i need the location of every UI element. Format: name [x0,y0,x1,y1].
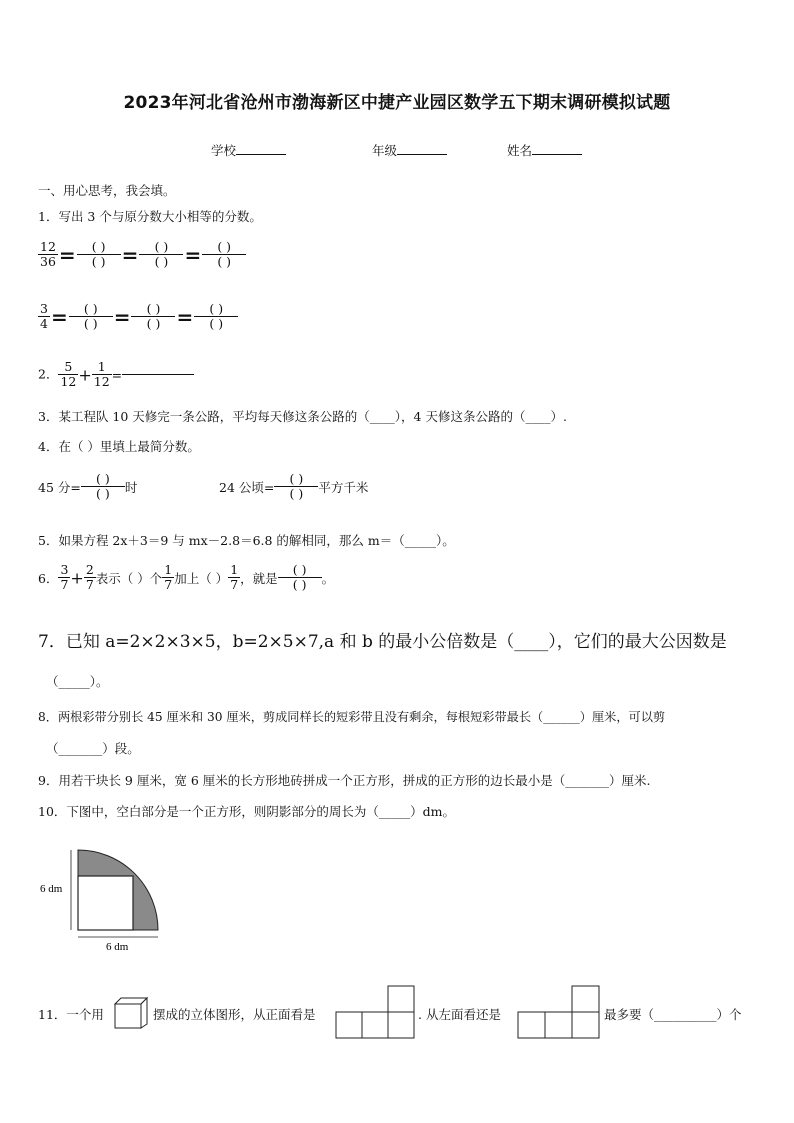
q10-figure [38,840,168,955]
question-8: 8．两根彩带分别长 45 厘米和 30 厘米，剪成同样长的短彩带且没有剩余，每根短彩带最长（______）厘米，可以剪 [38,710,666,724]
answer-fraction[interactable]: $\frac{( )}{( )}$ [77,240,121,270]
answer-fraction[interactable]: $\frac{( )}{( )}$ [274,472,318,502]
side-label: 6 dm [40,883,63,895]
question-7: 7．已知 a=2×2×3×5，b=2×5×7,a 和 b 的最小公倍数是（____），它们的最大公因数是 [38,632,727,652]
fraction: $\frac{1}{7}$ [164,562,173,593]
question-5: 5．如果方程 2x＋3＝9 与 mx－2.8＝6.8 的解相同，那么 m＝（_____）。 [38,533,455,548]
name-blank[interactable] [532,154,582,155]
question-11-text3: 最多要（__________）个 [604,1007,742,1022]
question-10: 10．下图中，空白部分是一个正方形，则阴影部分的周长为（_____）dm。 [38,804,456,819]
page-title: 2023年河北省沧州市渤海新区中捷产业园区数学五下期末调研模拟试题 [123,93,671,113]
question-11-text1: 摆成的立体图形，从正面看是 [153,1007,316,1022]
q4-right: 24 公顷= $\frac{( )}{( )}$ 平方千米 [219,471,369,502]
question-6: 6． $\frac{3}{7}$ + $\frac{2}{7}$ 表示（ ）个 $\frac{1}{7}$ 加上（ ） $\frac{1}{7}$ ，就是 $\frac{( )}{( )}$ 。 [38,562,335,593]
left-view-figure [517,984,601,1040]
question-3: 3．某工程队 10 天修完一条公路，平均每天修这条公路的（____），4 天修这条公路的（____）. [38,409,567,424]
section-heading: 一、用心思考，我会填。 [38,183,176,198]
white-square [78,876,133,930]
name-label: 姓名 [507,143,533,158]
answer-fraction[interactable]: $\frac{( )}{( )}$ [194,302,238,332]
answer-fraction[interactable]: $\frac{( )}{( )}$ [139,240,183,270]
cube-icon [113,996,151,1030]
question-4: 4．在（ ）里填上最简分数。 [38,439,200,454]
question-11-label: 11．一个用 [38,1007,104,1022]
fraction: $\frac{5}{12}$ [60,359,77,390]
fraction: $\frac{2}{7}$ [85,562,94,593]
answer-fraction[interactable]: $\frac{( )}{( )}$ [131,302,175,332]
name-field[interactable] [507,141,582,159]
q1-row-b: $\frac{3}{4}$ = $\frac{( )}{( )}$ = $\frac{( )}{( )}$ = $\frac{( )}{( )}$ [38,302,238,332]
question-9: 9．用若干块长 9 厘米，宽 6 厘米的长方形地砖拼成一个正方形，拼成的正方形的边长最小是（_______）厘米. [38,773,651,788]
q2-answer-blank[interactable] [122,374,194,375]
fraction-3-4: $\frac{3}{4}$ [40,301,48,332]
question-8-cont: （_______）段。 [46,741,140,756]
school-label: 学校 [211,143,237,158]
answer-fraction[interactable]: $\frac{( )}{( )}$ [202,240,246,270]
front-view-figure [335,984,417,1040]
fraction: $\frac{1}{7}$ [230,562,239,593]
answer-fraction[interactable]: $\frac{( )}{( )}$ [278,563,322,593]
answer-fraction[interactable]: $\frac{( )}{( )}$ [81,472,125,502]
answer-fraction[interactable]: $\frac{( )}{( )}$ [69,302,113,332]
question-2: 2． $\frac{5}{12}$ + $\frac{1}{12}$ = [38,360,194,390]
school-blank[interactable] [236,154,286,155]
question-7-cont: （_____）。 [46,674,109,689]
question-1: 1．写出 3 个与原分数大小相等的分数。 [38,209,262,224]
fraction-12-36: $\frac{12}{36}$ [40,239,56,270]
fraction: $\frac{1}{12}$ [93,359,110,390]
grade-label: 年级 [372,143,398,158]
bottom-label: 6 dm [106,941,129,953]
q1-row-a: $\frac{12}{36}$ = $\frac{( )}{( )}$ = $\frac{( )}{( )}$ = $\frac{( )}{( )}$ [38,240,246,270]
school-field[interactable] [211,141,286,159]
question-11-text2: . 从左面看还是 [418,1007,501,1022]
q4-left: 45 分= $\frac{( )}{( )}$ 时 [38,471,138,502]
fraction: $\frac{3}{7}$ [60,562,69,593]
grade-field[interactable] [372,141,447,159]
grade-blank[interactable] [397,154,447,155]
